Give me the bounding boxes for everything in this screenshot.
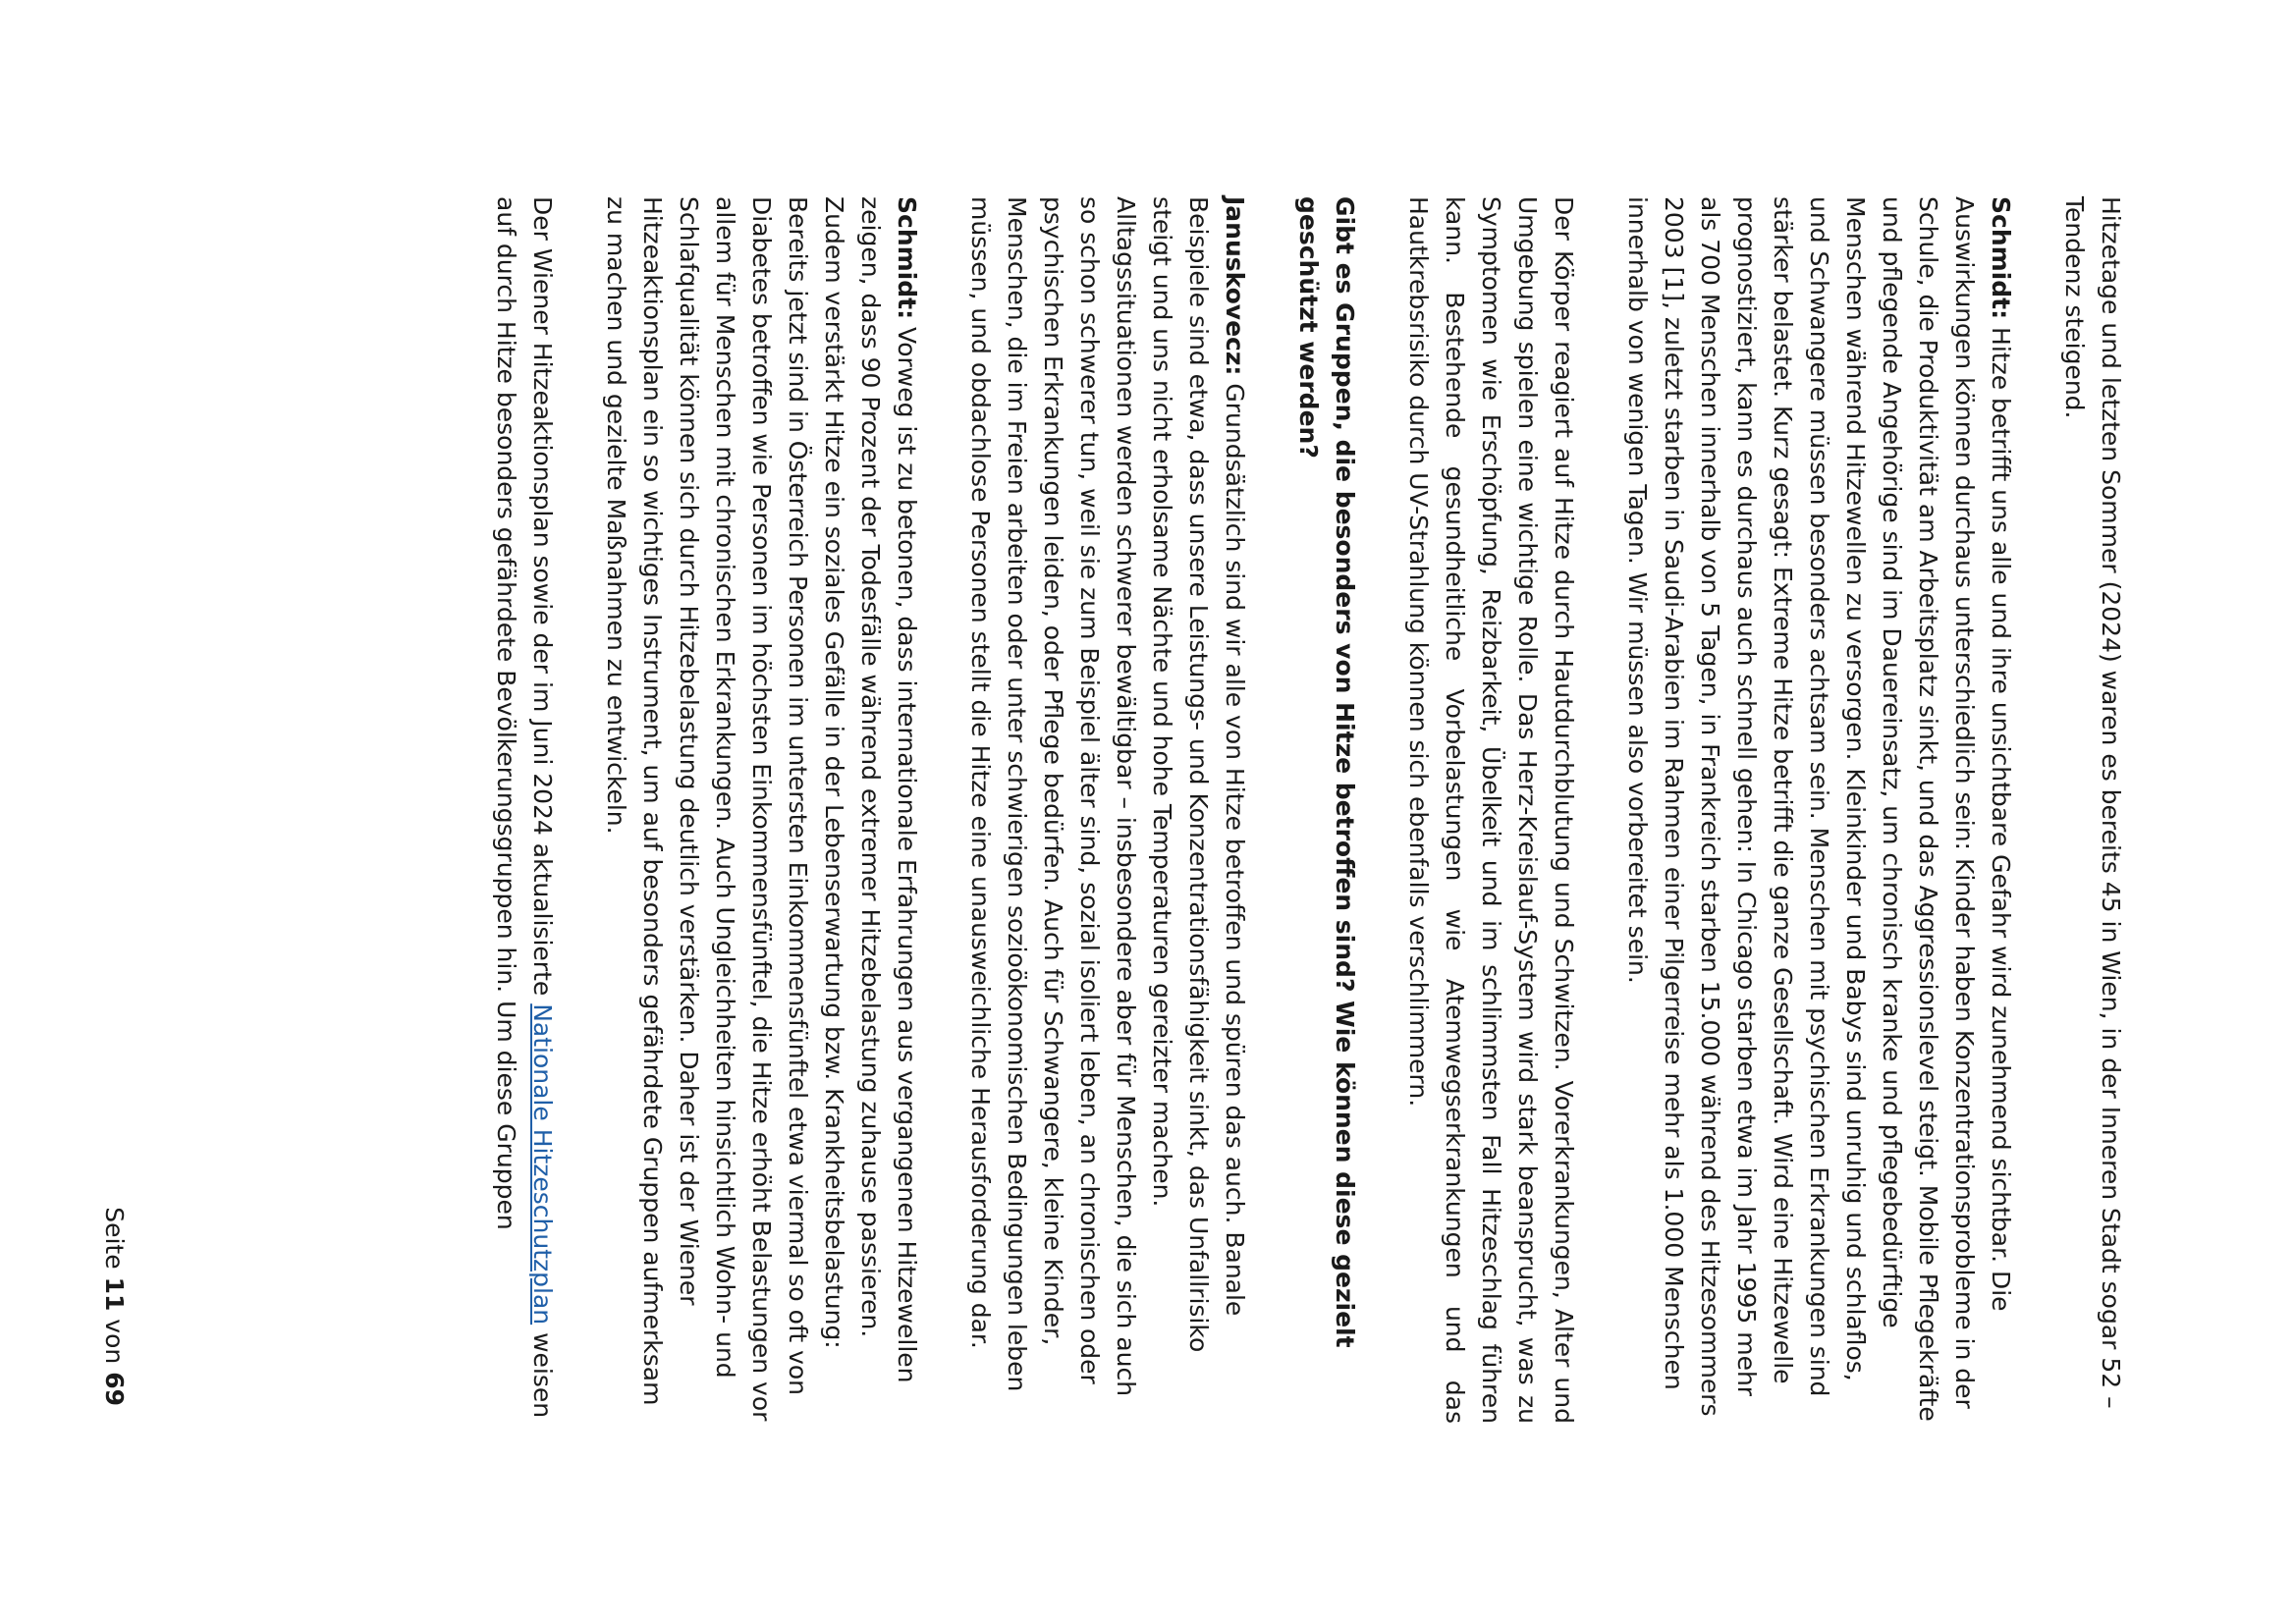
paragraph-text: Der Wiener Hitzeaktionsplan sowie der im Juni 2024 aktualisierte: [528, 196, 557, 1004]
interview-question: [1290, 196, 1363, 1424]
paragraph-text: weisen auf durch Hitze besonders gefährdete Bevölkerungsgruppen hin. Um diese Gruppen: [492, 196, 557, 1419]
page-middle: von: [100, 1311, 129, 1373]
paragraph-last: [488, 196, 561, 1424]
paragraph-text: Der Körper reagiert auf Hitze durch Hautdurchblutung und Schwitzen. Vorerkrankungen, Alter und Umgebung spielen eine wichtige Rolle. Das Herz-Kreislauf-System wird stark beansprucht, was zu Symptomen wie Erschöpfung, Reizbarkeit, Übelkeit und im schlimmsten Fall Hitzeschlag führen kann. Bestehende gesundheitliche Vorbelastungen wie Atemwegserkrankungen und das Hautkrebsrisiko durch UV-Strahlung können sich ebenfalls verschlimmern.: [1404, 196, 1578, 1424]
page-total: 69: [100, 1372, 129, 1406]
page-number: [99, 1207, 129, 1406]
paragraph-text: Grundsätzlich sind wir alle von Hitze betroffen und spüren das auch. Banale Beispiele sind etwa, dass unsere Leistungs- und Konzentrationsfähigkeit sinkt, das Unfallrisiko steigt und uns nicht erholsame Nächte und hohe Temperaturen gereizter machen. Alltagssituationen werden schwerer bewältigbar – insbesondere aber für Menschen, die sich auch so schon schwerer tun, weil sie zum Beispiel älter sind, sozial isoliert leben, an chronischen oder psychischen Erkrankungen leiden, oder Pflege bedürfen. Auch für Schwangere, kleine Kinder, Menschen, die im Freien arbeiten oder unter schwierigen sozioökonomischen Bedingungen leben müssen, und obdachlose Personen stellt die Hitze eine unausweichliche Herausforderung dar.: [966, 196, 1249, 1397]
paragraph-koerper: [1400, 196, 1582, 1424]
paragraph-januskovecz-answer: [962, 196, 1253, 1424]
paragraph-text: Hitzetage und letzten Sommer (2024) waren es bereits 45 in Wien, in der Inneren Stadt sogar 52 – Tendenz steigend.: [2060, 196, 2125, 1409]
nationale-hitzeschutzplan-link[interactable]: Nationale Hitzeschutzplan: [528, 1003, 557, 1326]
paragraph-schmidt-answer-2: [598, 196, 925, 1424]
paragraph-schmidt-answer-1: [1619, 196, 2019, 1424]
page-prefix: Seite: [100, 1207, 129, 1277]
document-page: [100, 196, 2129, 1424]
paragraph-text: Vorweg ist zu betonen, dass internationale Erfahrungen aus vergangenen Hitzewellen zeigen, dass 90 Prozent der Todesfälle während extremer Hitzebelastung zuhause passieren. Zudem verstärkt Hitze ein soziales Gefälle in der Lebenserwartung bzw. Krankheitsbelastung: Bereits jetzt sind in Österreich Personen im untersten Einkommensfünftel etwa viermal so oft von Diabetes betroffen wie Personen im höchsten Einkommensfünftel, die Hitze erhöht Belastungen vor allem für Menschen mit chronischen Erkrankungen. Auch Ungleichheiten hinsichtlich Wohn- und Schlafqualität können sich durch Hitzebelastung deutlich verstärken. Daher ist der Wiener Hitzeaktionsplan ein so wichtiges Instrument, um auf besonders gefährdete Gruppen aufmerksam zu machen und gezielte Maßnahmen zu entwickeln.: [602, 196, 921, 1422]
paragraph-intro-tail: [2056, 196, 2129, 1424]
speaker-label: Januskovecz:: [1221, 196, 1249, 376]
question-text: Gibt es Gruppen, die besonders von Hitze betroffen sind? Wie können diese gezielt geschützt werden?: [1294, 196, 1359, 1348]
speaker-label: Schmidt:: [1987, 196, 2015, 320]
page-current: 11: [100, 1276, 129, 1312]
speaker-label: Schmidt:: [893, 196, 921, 320]
paragraph-text: Hitze betrifft uns alle und ihre unsichtbare Gefahr wird zunehmend sichtbar. Die Auswirkungen können durchaus unterschiedlich sein: Kinder haben Konzentrationsprobleme in der Schule, die Produktivität am Arbeitsplatz sinkt, und das Aggressionslevel steigt. Mobile Pflegekräfte und pflegende Angehörige sind im Dauereinsatz, um chronisch kranke und pflegebedürftige Menschen während Hitzewellen zu versorgen. Kleinkinder und Babys sind unruhig und schlaflos, und Schwangere müssen besonders achtsam sein. Menschen mit psychischen Erkrankungen sind stärker belastet. Kurz gesagt: Extreme Hitze betrifft die ganze Gesellschaft. Wird eine Hitzewelle prognostiziert, kann es durchaus auch schnell gehen: In Chicago starben etwa im Jahr 1995 mehr als 700 Menschen innerhalb von 5 Tagen, in Frankreich starben 15.000 während des Hitzesommers 2003 [1], zuletzt starben in Saudi-Arabien im Rahmen einer Pilgerreise mehr als 1.000 Menschen innerhalb von wenigen Tagen. Wir müssen also vorbereitet sein.: [1623, 196, 2015, 1422]
